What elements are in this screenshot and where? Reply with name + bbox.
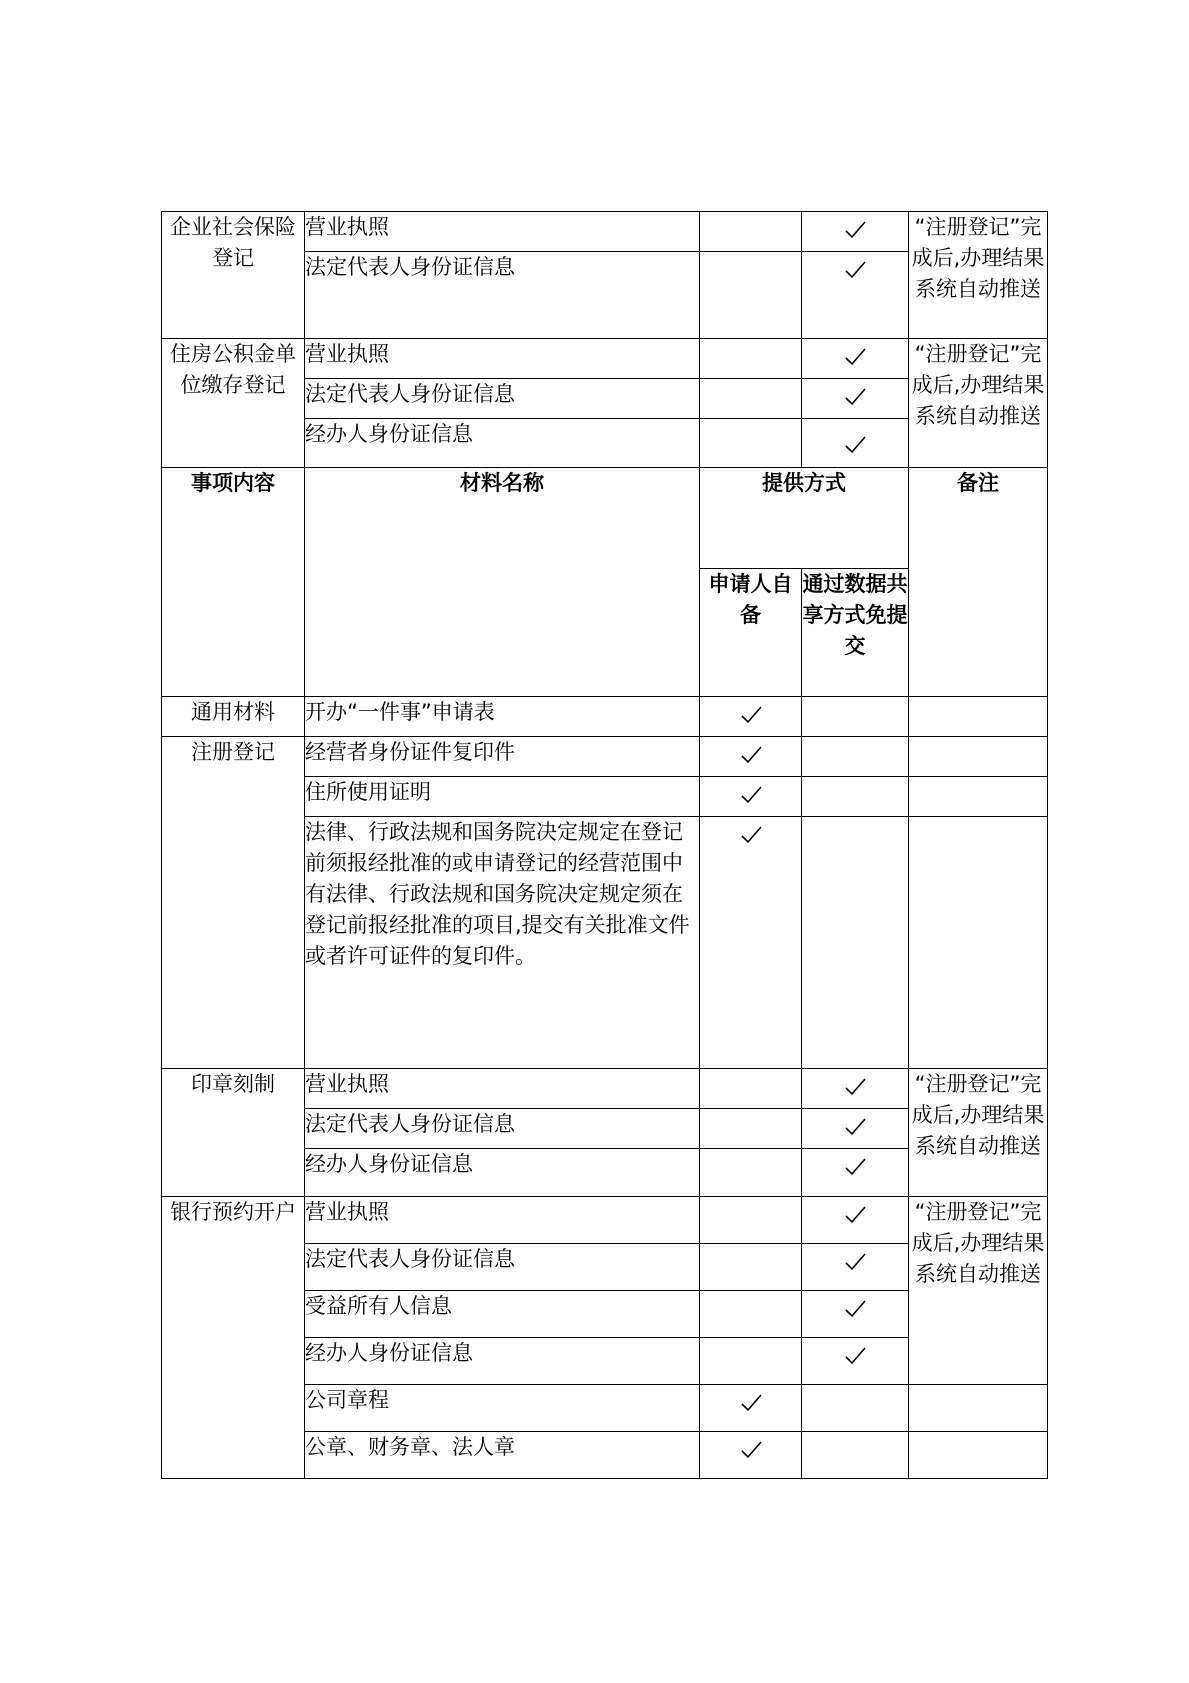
check-mark-icon xyxy=(738,701,764,727)
shared-cell xyxy=(802,737,909,777)
material-cell: 住所使用证明 xyxy=(305,777,700,817)
material-cell: 经办人身份证信息 xyxy=(305,1149,700,1197)
note-cell xyxy=(909,1385,1048,1432)
note-cell: “注册登记”完成后,办理结果系统自动推送 xyxy=(909,1197,1048,1385)
note-cell: “注册登记”完成后,办理结果系统自动推送 xyxy=(909,1069,1048,1197)
material-cell: 经营者身份证件复印件 xyxy=(305,737,700,777)
check-mark-icon xyxy=(738,741,764,767)
check-mark-icon xyxy=(738,1436,764,1462)
item-registration: 注册登记 xyxy=(162,737,305,1069)
self-cell xyxy=(700,1432,802,1479)
material-cell: 开办“一件事”申请表 xyxy=(305,697,700,737)
header-item: 事项内容 xyxy=(162,468,305,697)
self-cell xyxy=(700,737,802,777)
self-cell xyxy=(700,777,802,817)
shared-cell xyxy=(802,817,909,1069)
shared-cell xyxy=(802,697,909,737)
header-self: 申请人自备 xyxy=(700,569,802,697)
self-cell xyxy=(700,817,802,1069)
check-mark-icon xyxy=(738,781,764,807)
check-mark-icon xyxy=(842,431,868,457)
shared-cell xyxy=(802,1338,909,1385)
check-mark-icon xyxy=(738,1389,764,1415)
item-housing-fund: 住房公积金单位缴存登记 xyxy=(162,339,305,468)
material-cell: 营业执照 xyxy=(305,212,700,252)
shared-cell xyxy=(802,1109,909,1149)
material-cell: 营业执照 xyxy=(305,1069,700,1109)
check-mark-icon xyxy=(842,216,868,242)
check-mark-icon xyxy=(842,256,868,282)
item-general: 通用材料 xyxy=(162,697,305,737)
shared-cell xyxy=(802,212,909,252)
material-cell: 营业执照 xyxy=(305,1197,700,1244)
check-mark-icon xyxy=(842,1073,868,1099)
self-cell xyxy=(700,1149,802,1197)
shared-cell xyxy=(802,379,909,419)
header-provide: 提供方式 xyxy=(700,468,909,569)
shared-cell xyxy=(802,419,909,468)
materials-table xyxy=(161,211,1048,1479)
note-cell xyxy=(909,777,1048,817)
shared-cell xyxy=(802,1385,909,1432)
self-cell xyxy=(700,1291,802,1338)
note-cell: “注册登记”完成后,办理结果系统自动推送 xyxy=(909,212,1048,339)
material-cell: 公司章程 xyxy=(305,1385,700,1432)
self-cell xyxy=(700,1197,802,1244)
note-cell xyxy=(909,817,1048,1069)
self-cell xyxy=(700,1385,802,1432)
material-cell: 法定代表人身份证信息 xyxy=(305,1109,700,1149)
self-cell xyxy=(700,379,802,419)
header-shared: 通过数据共享方式免提交 xyxy=(802,569,909,697)
check-mark-icon xyxy=(842,1342,868,1368)
check-mark-icon xyxy=(842,1153,868,1179)
item-social-insurance: 企业社会保险登记 xyxy=(162,212,305,339)
material-cell: 法定代表人身份证信息 xyxy=(305,252,700,339)
self-cell xyxy=(700,1109,802,1149)
material-cell: 法律、行政法规和国务院决定规定在登记前须报经批准的或申请登记的经营范围中有法律、行政法规和国务院决定规定须在登记前报经批准的项目,提交有关批准文件或者许可证件的复印件。 xyxy=(305,817,700,1069)
self-cell xyxy=(700,1338,802,1385)
shared-cell xyxy=(802,339,909,379)
check-mark-icon xyxy=(842,1113,868,1139)
note-cell xyxy=(909,1432,1048,1479)
note-cell xyxy=(909,697,1048,737)
self-cell xyxy=(700,1069,802,1109)
self-cell xyxy=(700,339,802,379)
shared-cell xyxy=(802,1244,909,1291)
self-cell xyxy=(700,1244,802,1291)
check-mark-icon xyxy=(842,1248,868,1274)
material-cell: 营业执照 xyxy=(305,339,700,379)
material-cell: 公章、财务章、法人章 xyxy=(305,1432,700,1479)
self-cell xyxy=(700,697,802,737)
check-mark-icon xyxy=(842,1201,868,1227)
check-mark-icon xyxy=(842,1295,868,1321)
shared-cell xyxy=(802,1197,909,1244)
item-seal: 印章刻制 xyxy=(162,1069,305,1197)
shared-cell xyxy=(802,1291,909,1338)
shared-cell xyxy=(802,1069,909,1109)
shared-cell xyxy=(802,252,909,339)
check-mark-icon xyxy=(842,383,868,409)
self-cell xyxy=(700,212,802,252)
item-bank-account: 银行预约开户 xyxy=(162,1197,305,1479)
material-cell: 经办人身份证信息 xyxy=(305,419,700,468)
self-cell xyxy=(700,252,802,339)
material-cell: 法定代表人身份证信息 xyxy=(305,1244,700,1291)
material-cell: 经办人身份证信息 xyxy=(305,1338,700,1385)
check-mark-icon xyxy=(842,343,868,369)
material-cell: 法定代表人身份证信息 xyxy=(305,379,700,419)
header-note: 备注 xyxy=(909,468,1048,697)
material-cell: 受益所有人信息 xyxy=(305,1291,700,1338)
shared-cell xyxy=(802,777,909,817)
self-cell xyxy=(700,419,802,468)
shared-cell xyxy=(802,1149,909,1197)
check-mark-icon xyxy=(738,821,764,847)
note-cell: “注册登记”完成后,办理结果系统自动推送 xyxy=(909,339,1048,468)
note-cell xyxy=(909,737,1048,777)
header-material: 材料名称 xyxy=(305,468,700,697)
shared-cell xyxy=(802,1432,909,1479)
